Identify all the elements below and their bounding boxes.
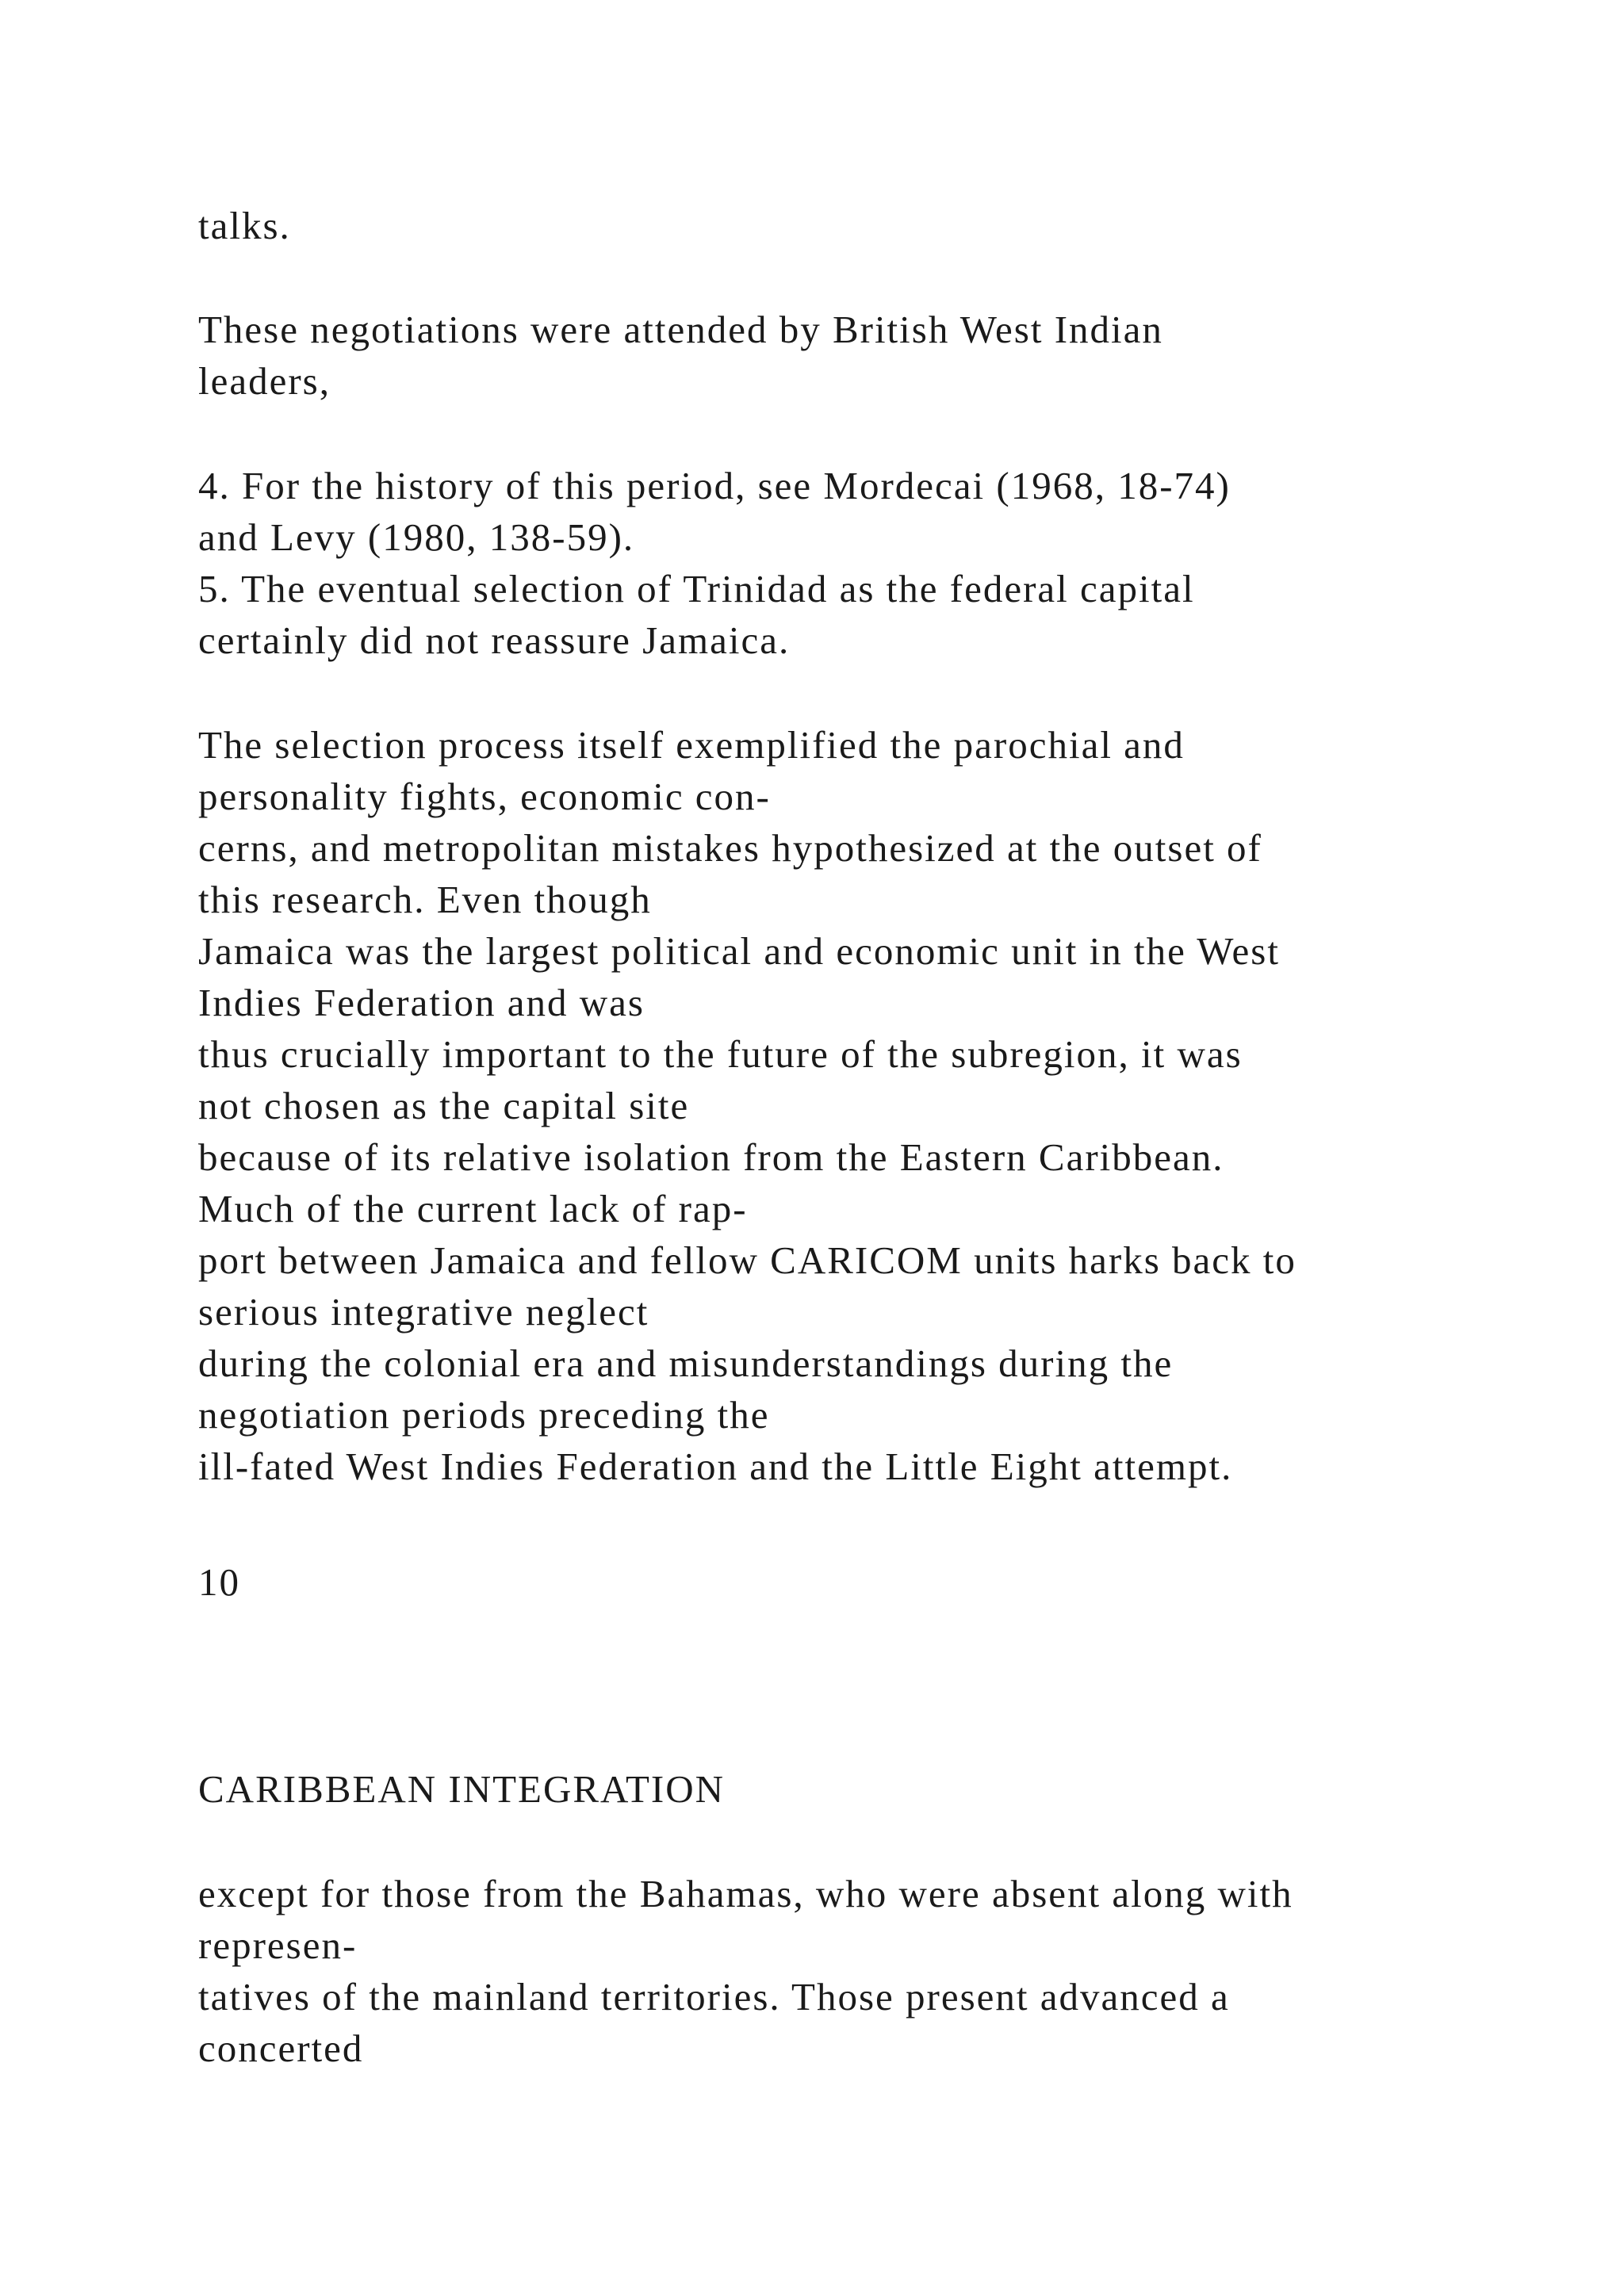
paragraph-negotiations — [198, 304, 1546, 407]
text-line: These negotiations were attended by British West Indian — [198, 308, 1163, 351]
text-line: tatives of the mainland territories. Those present advanced a — [198, 1975, 1230, 2019]
paragraph-selection-process — [198, 719, 1546, 1492]
text-line: because of its relative isolation from the Eastern Caribbean. — [198, 1135, 1224, 1179]
text-line: cerns, and metropolitan mistakes hypothesized at the outset of — [198, 826, 1262, 870]
footnote-line: 5. The eventual selection of Trinidad as the federal capital — [198, 567, 1195, 610]
running-header — [198, 1763, 1546, 1815]
paragraph-bahamas — [198, 1868, 1546, 2074]
text-line: Much of the current lack of rap- — [198, 1187, 748, 1230]
footnote-line: 4. For the history of this period, see Mordecai (1968, 18-74) — [198, 464, 1231, 507]
text-line: Jamaica was the largest political and economic unit in the West — [198, 929, 1280, 973]
text-line: serious integrative neglect — [198, 1290, 649, 1334]
text-line: except for those from the Bahamas, who were absent along with — [198, 1872, 1293, 1915]
paragraph-fragment-talks — [198, 200, 1546, 251]
text-line: not chosen as the capital site — [198, 1084, 690, 1127]
text-line: personality fights, economic con- — [198, 775, 771, 818]
text-line: The selection process itself exemplified the parochial and — [198, 723, 1185, 767]
text-line: during the colonial era and misunderstandings during the — [198, 1341, 1174, 1385]
text-line: concerted — [198, 2026, 364, 2070]
text-line: represen- — [198, 1923, 358, 1967]
page-number-text: 10 — [198, 1560, 240, 1604]
running-header-text: CARIBBEAN INTEGRATION — [198, 1767, 725, 1811]
page-number — [198, 1556, 1546, 1608]
text-line: port between Jamaica and fellow CARICOM units harks back to — [198, 1238, 1297, 1282]
text-line: ill-fated West Indies Federation and the Little Eight attempt. — [198, 1445, 1233, 1488]
text-line: thus crucially important to the future of the subregion, it was — [198, 1032, 1243, 1076]
footnote-line: certainly did not reassure Jamaica. — [198, 618, 791, 662]
text-line: talks. — [198, 204, 291, 247]
text-line: leaders, — [198, 359, 331, 403]
text-line: Indies Federation and was — [198, 981, 645, 1024]
footnotes — [198, 460, 1546, 666]
text-line: this research. Even though — [198, 878, 652, 921]
footnote-line: and Levy (1980, 138-59). — [198, 515, 635, 559]
text-line: negotiation periods preceding the — [198, 1393, 770, 1437]
